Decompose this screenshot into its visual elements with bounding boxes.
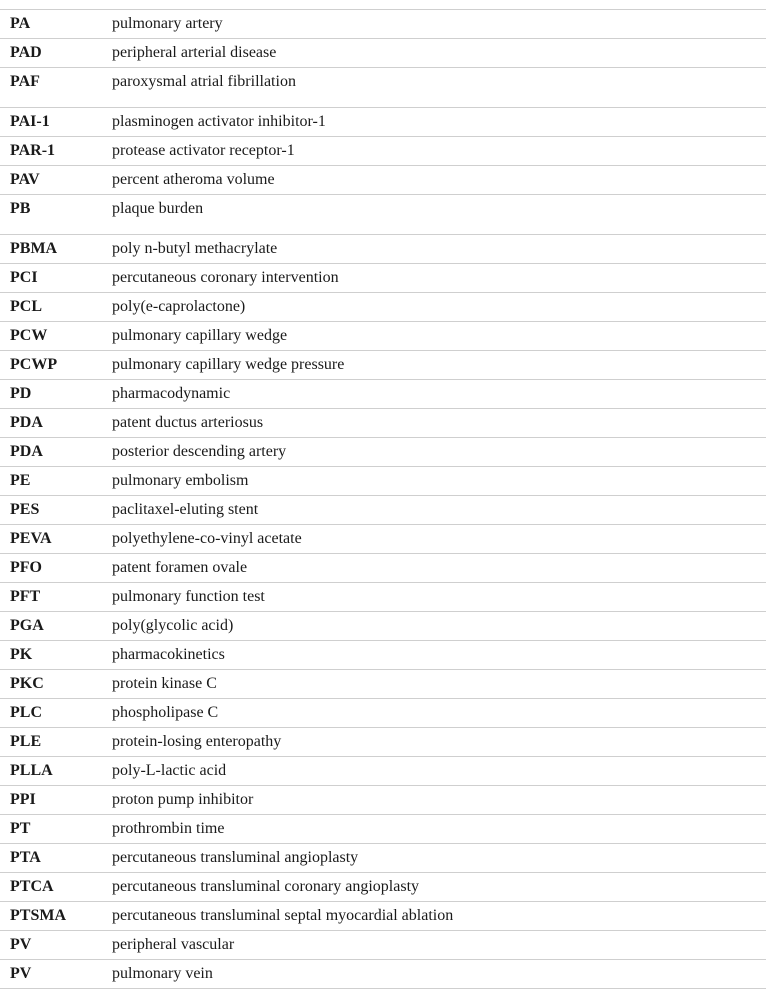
abbreviation-term: PCL (10, 298, 42, 315)
abbreviation-row (0, 351, 766, 380)
abbreviation-row (0, 68, 766, 108)
abbreviation-definition: protein kinase C (112, 675, 217, 692)
abbreviation-row (0, 166, 766, 195)
abbreviation-term: PAV (10, 171, 40, 188)
abbreviation-row (0, 438, 766, 467)
abbreviation-term: PE (10, 472, 31, 489)
abbreviation-row (0, 902, 766, 931)
abbreviation-row (0, 496, 766, 525)
abbreviation-row (0, 108, 766, 137)
abbreviation-term: PAD (10, 44, 42, 61)
abbreviation-row (0, 322, 766, 351)
abbreviation-term: PT (10, 820, 31, 837)
abbreviation-term: PDA (10, 443, 43, 460)
abbreviation-term: PAR-1 (10, 142, 56, 159)
abbreviation-definition: proton pump inhibitor (112, 791, 254, 808)
abbreviation-definition: pulmonary capillary wedge pressure (112, 356, 345, 373)
abbreviation-term: PCWP (10, 356, 58, 373)
abbreviation-definition: pharmacokinetics (112, 646, 225, 663)
abbreviation-definition: plaque burden (112, 200, 204, 217)
abbreviation-term: PCI (10, 269, 38, 286)
abbreviation-row (0, 699, 766, 728)
abbreviation-definition: prothrombin time (112, 820, 225, 837)
abbreviation-definition: protein-losing enteropathy (112, 733, 282, 750)
abbreviation-term: PTSMA (10, 907, 66, 924)
abbreviation-row (0, 641, 766, 670)
abbreviation-definition: percutaneous transluminal coronary angioplasty (112, 878, 420, 895)
abbreviation-definition: poly(glycolic acid) (112, 617, 234, 634)
abbreviation-row (0, 293, 766, 322)
abbreviation-row (0, 612, 766, 641)
abbreviation-row (0, 873, 766, 902)
abbreviation-term: PB (10, 200, 31, 217)
abbreviation-definition: posterior descending artery (112, 443, 287, 460)
abbreviation-term: PLC (10, 704, 42, 721)
abbreviation-term: PTCA (10, 878, 54, 895)
abbreviation-definition: polyethylene-co-vinyl acetate (112, 530, 302, 547)
abbreviation-row (0, 137, 766, 166)
abbreviation-term: PGA (10, 617, 44, 634)
abbreviation-row (0, 844, 766, 873)
abbreviation-row (0, 670, 766, 699)
abbreviation-row (0, 264, 766, 293)
abbreviation-term: PV (10, 965, 32, 982)
abbreviation-definition: pulmonary artery (112, 15, 223, 32)
abbreviation-definition: pulmonary function test (112, 588, 265, 605)
abbreviation-term: PV (10, 936, 32, 953)
abbreviation-definition: patent ductus arteriosus (112, 414, 264, 431)
abbreviation-term: PAF (10, 73, 40, 90)
abbreviation-row (0, 554, 766, 583)
abbreviation-row (0, 525, 766, 554)
abbreviation-definition: peripheral vascular (112, 936, 235, 953)
abbreviation-term: PAI-1 (10, 113, 50, 130)
abbreviation-term: PFT (10, 588, 41, 605)
abbreviation-row (0, 960, 766, 989)
abbreviation-definition: protease activator receptor-1 (112, 142, 295, 159)
abbreviation-term: PA (10, 15, 31, 32)
abbreviation-definition: patent foramen ovale (112, 559, 248, 576)
abbreviation-definition: percutaneous coronary intervention (112, 269, 339, 286)
abbreviation-row (0, 10, 766, 39)
abbreviation-definition: poly(e-caprolactone) (112, 298, 246, 315)
abbreviation-row (0, 409, 766, 438)
abbreviation-row (0, 786, 766, 815)
abbreviation-term: PDA (10, 414, 43, 431)
abbreviation-term: PLE (10, 733, 42, 750)
abbreviation-row (0, 931, 766, 960)
abbreviation-term: PK (10, 646, 33, 663)
abbreviation-row (0, 583, 766, 612)
abbreviation-row (0, 39, 766, 68)
abbreviation-row (0, 467, 766, 496)
abbreviation-definition: pulmonary vein (112, 965, 213, 982)
abbreviation-term: PES (10, 501, 40, 518)
abbreviation-term: PD (10, 385, 32, 402)
abbreviation-row (0, 195, 766, 235)
abbreviation-definition: poly n-butyl methacrylate (112, 240, 278, 257)
abbreviation-list (0, 9, 766, 989)
abbreviation-term: PPI (10, 791, 36, 808)
abbreviation-definition: percutaneous transluminal angioplasty (112, 849, 359, 866)
abbreviation-term: PBMA (10, 240, 58, 257)
abbreviation-row (0, 728, 766, 757)
abbreviation-definition: phospholipase C (112, 704, 219, 721)
abbreviation-definition: poly-L-lactic acid (112, 762, 227, 779)
abbreviation-definition: paroxysmal atrial fibrillation (112, 73, 296, 90)
abbreviation-row (0, 235, 766, 264)
abbreviation-definition: pulmonary embolism (112, 472, 249, 489)
abbreviation-term: PFO (10, 559, 42, 576)
abbreviation-term: PKC (10, 675, 44, 692)
abbreviation-definition: percutaneous transluminal septal myocardial ablation (112, 907, 454, 924)
abbreviation-definition: pulmonary capillary wedge (112, 327, 288, 344)
abbreviation-term: PEVA (10, 530, 52, 547)
abbreviation-definition: pharmacodynamic (112, 385, 231, 402)
abbreviation-row (0, 757, 766, 786)
abbreviation-term: PTA (10, 849, 41, 866)
abbreviation-term: PCW (10, 327, 48, 344)
abbreviation-definition: plasminogen activator inhibitor-1 (112, 113, 326, 130)
abbreviation-definition: peripheral arterial disease (112, 44, 277, 61)
abbreviation-term: PLLA (10, 762, 53, 779)
abbreviation-definition: percent atheroma volume (112, 171, 275, 188)
abbreviation-row (0, 815, 766, 844)
abbreviation-definition: paclitaxel-eluting stent (112, 501, 259, 518)
abbreviation-row (0, 380, 766, 409)
